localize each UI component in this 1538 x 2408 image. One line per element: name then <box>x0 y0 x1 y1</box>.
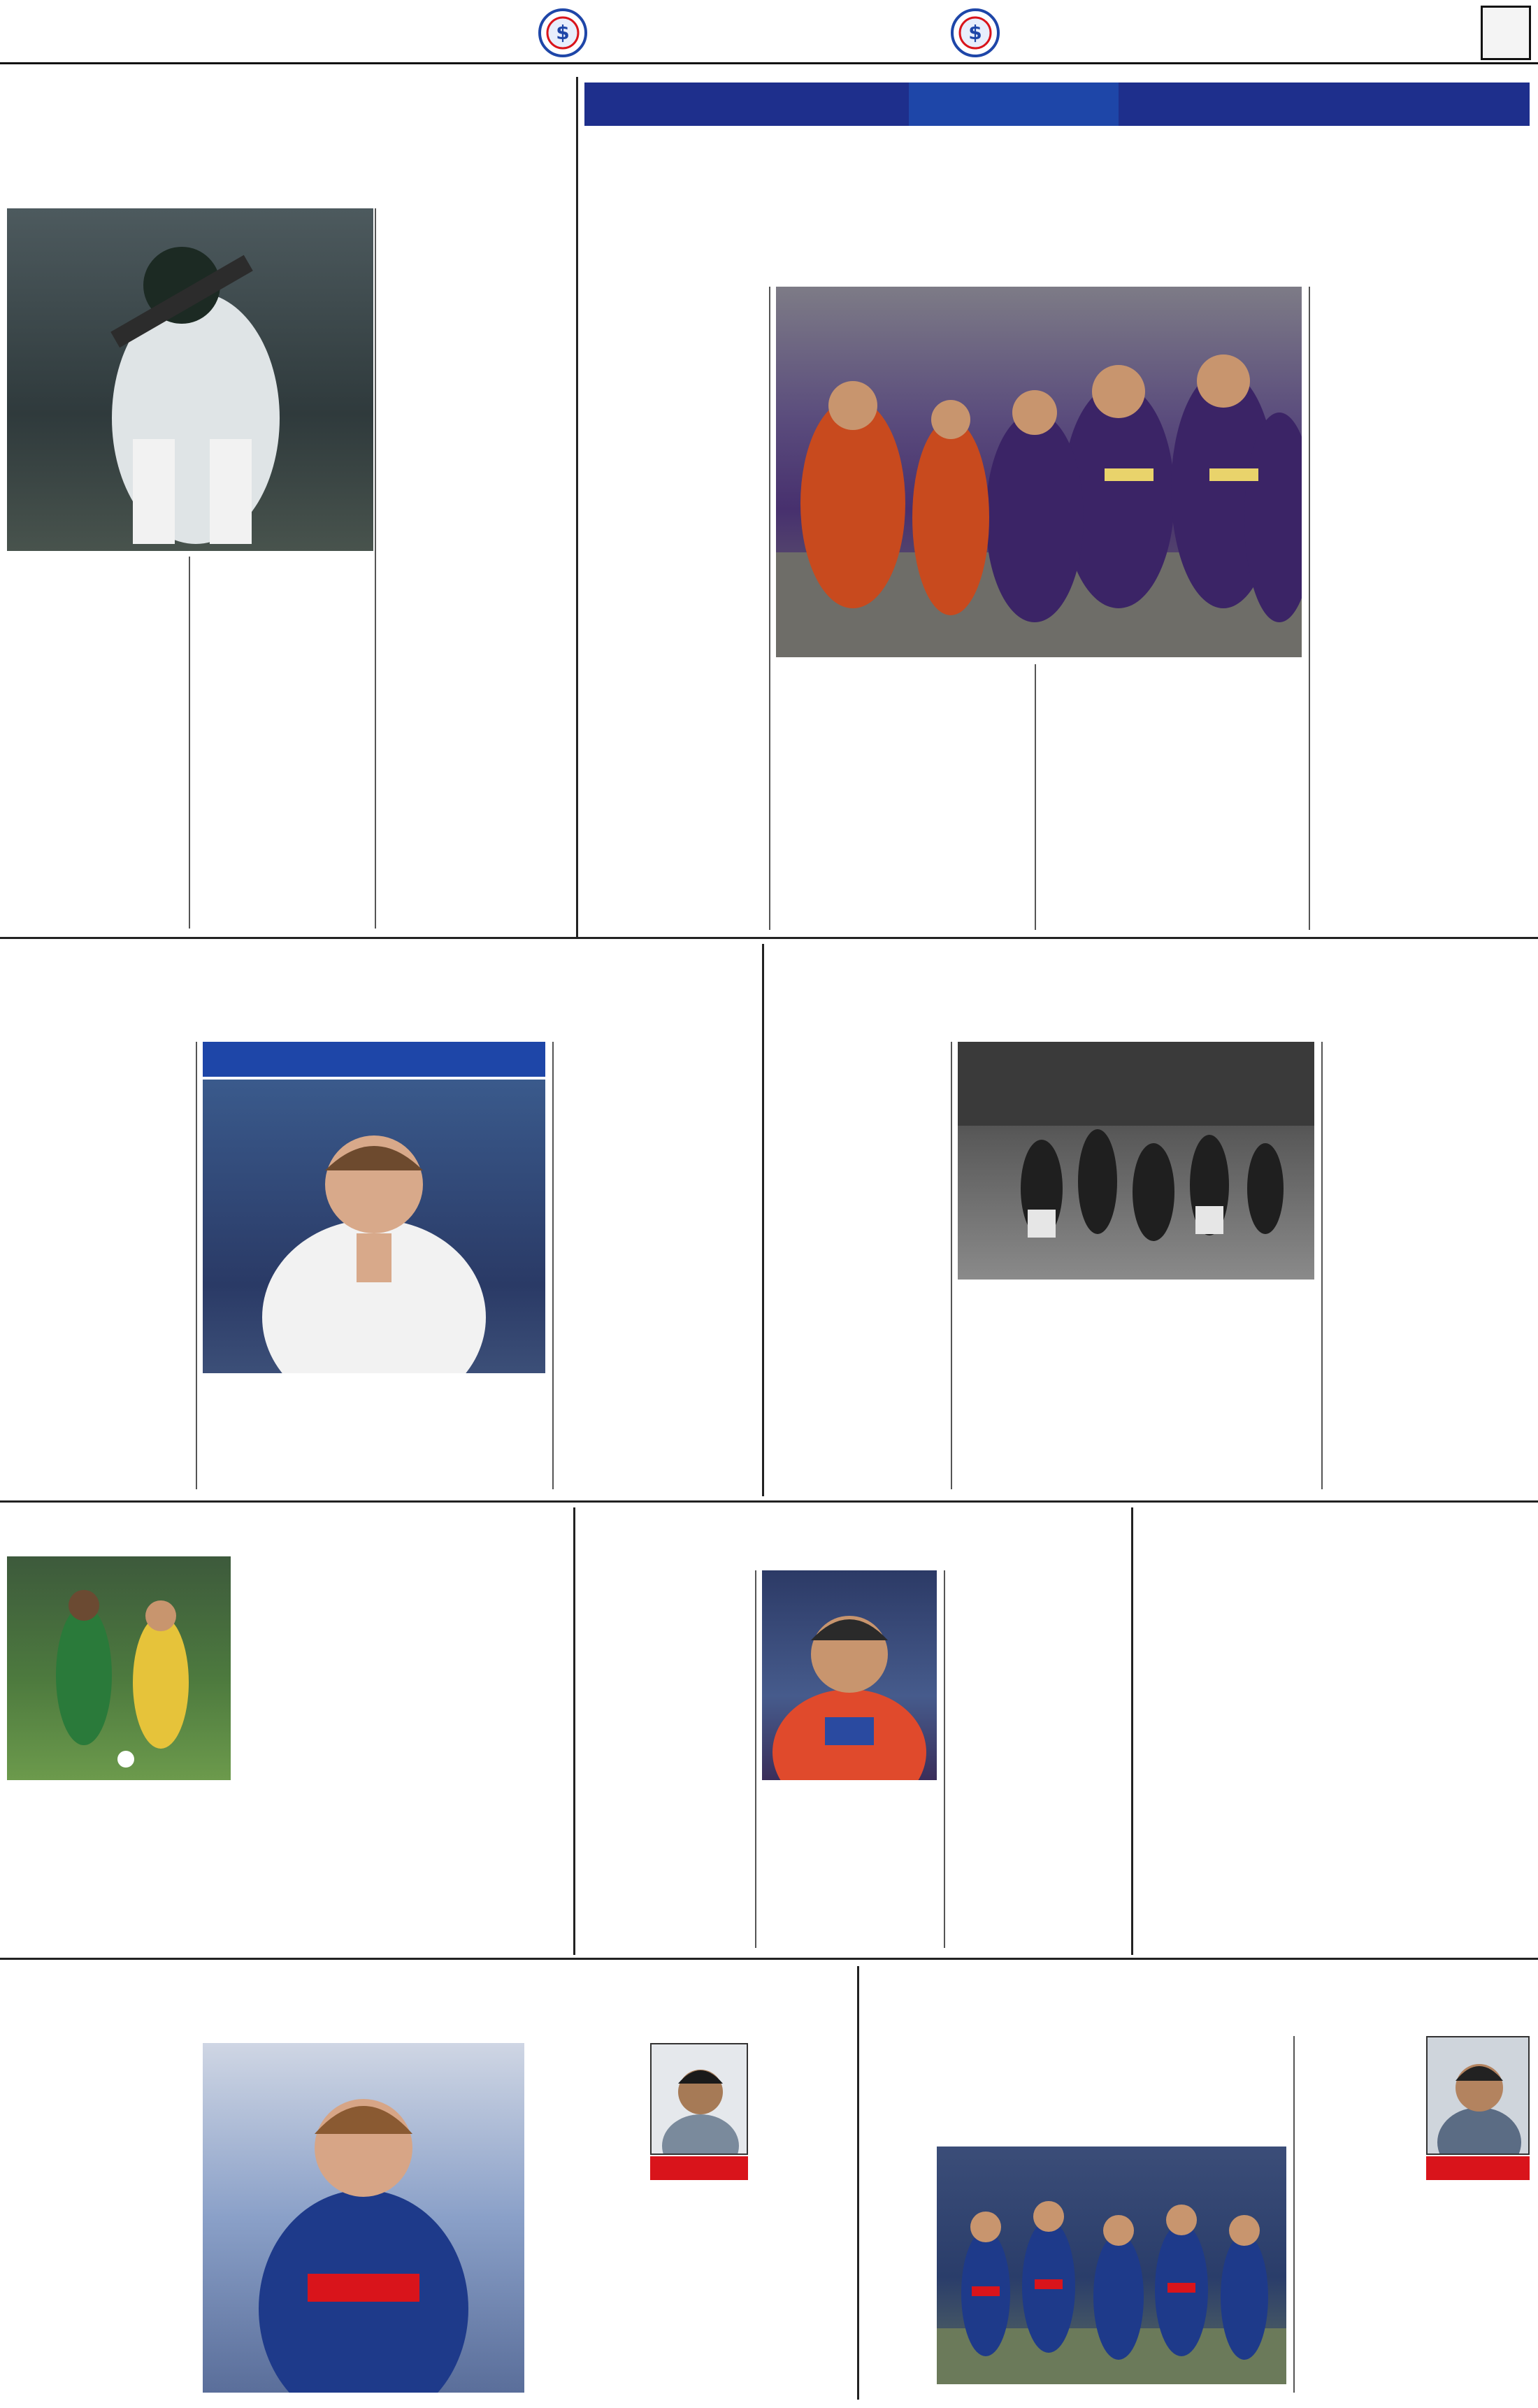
abdullah-headline-2 <box>7 137 570 200</box>
section-divider <box>0 1958 1538 1960</box>
italian-column <box>7 1042 190 1489</box>
column-divider <box>762 944 764 1496</box>
delhi-team-photo <box>937 2147 1286 2384</box>
shreyas-headline <box>582 1507 1124 1563</box>
column-divider <box>573 1507 575 1955</box>
svg-text:$: $ <box>968 21 982 44</box>
playoff-subheadline <box>584 238 1530 280</box>
italian-headline <box>7 944 756 1035</box>
playoff-team-photo <box>776 287 1302 657</box>
delhi-column <box>1300 2036 1419 2393</box>
shreyas-column <box>582 1570 748 1948</box>
playoff-column <box>776 664 1029 930</box>
column-divider <box>857 1966 859 2400</box>
column-divider <box>576 77 578 937</box>
mexico-column <box>1140 1605 1530 1948</box>
dandan-column <box>958 1287 1314 1489</box>
newspaper-logo <box>6 3 180 62</box>
dandan-football-photo <box>958 1042 1314 1280</box>
playoff-column <box>1042 664 1302 930</box>
starc-column <box>755 2043 850 2393</box>
playoff-column <box>584 287 763 930</box>
dandan-column <box>1328 1042 1530 1489</box>
starc-author-photo <box>650 2043 748 2155</box>
delhi-author-name <box>1426 2156 1530 2180</box>
mexico-headline-1 <box>1140 1507 1530 1563</box>
shreyas-column <box>762 1787 937 1948</box>
starc-column <box>650 2186 748 2393</box>
italian-column <box>559 1042 756 1489</box>
logo-urdu <box>6 3 180 41</box>
delhi-column <box>867 2036 1084 2141</box>
logo-badge-icon <box>951 8 1000 57</box>
dandan-column <box>769 1042 945 1489</box>
starc-column <box>531 2043 643 2393</box>
abdullah-headline-1 <box>7 78 570 134</box>
dandan-headline <box>769 944 1530 1035</box>
page-number <box>1481 6 1531 60</box>
alahli-football-photo <box>7 1556 231 1780</box>
delhi-author-photo <box>1426 2036 1530 2155</box>
section-header <box>538 4 1000 60</box>
shreyas-player-photo <box>762 1570 937 1780</box>
delhi-column <box>867 2147 930 2391</box>
playoff-headline <box>584 137 1530 228</box>
abdullah-batting-photo <box>7 208 373 551</box>
abdullah-column <box>7 557 183 929</box>
playoff-column <box>1316 287 1530 930</box>
section-divider <box>0 937 1538 939</box>
delhi-headline <box>860 1966 1530 2029</box>
logo-city <box>124 42 173 59</box>
section-title <box>601 7 937 57</box>
issue-date <box>1091 11 1468 55</box>
italian-tag <box>203 1042 545 1077</box>
alahli-headline <box>7 1507 566 1549</box>
abdullah-column <box>382 208 570 929</box>
mexico-headline-2 <box>1140 1566 1530 1601</box>
logo-english <box>6 42 124 59</box>
section-divider <box>0 1500 1538 1503</box>
svg-text:$: $ <box>556 21 570 44</box>
delhi-column <box>1091 2036 1286 2141</box>
shreyas-column <box>951 1570 1124 1948</box>
starc-author-name <box>650 2156 748 2180</box>
starc-column <box>7 2043 196 2393</box>
playoff-banner-label <box>909 83 1119 126</box>
masthead <box>0 0 1538 64</box>
logo-badge-icon <box>538 8 587 57</box>
italian-tennis-photo <box>203 1080 545 1373</box>
abdullah-column <box>196 557 368 929</box>
delhi-column <box>1426 2186 1530 2393</box>
italian-column <box>203 1379 545 1489</box>
starc-bowler-photo <box>203 2043 524 2393</box>
column-divider <box>1131 1507 1133 1955</box>
alahli-column <box>7 1787 231 1948</box>
starc-headline <box>7 1966 850 2036</box>
alahli-column <box>238 1556 566 1948</box>
